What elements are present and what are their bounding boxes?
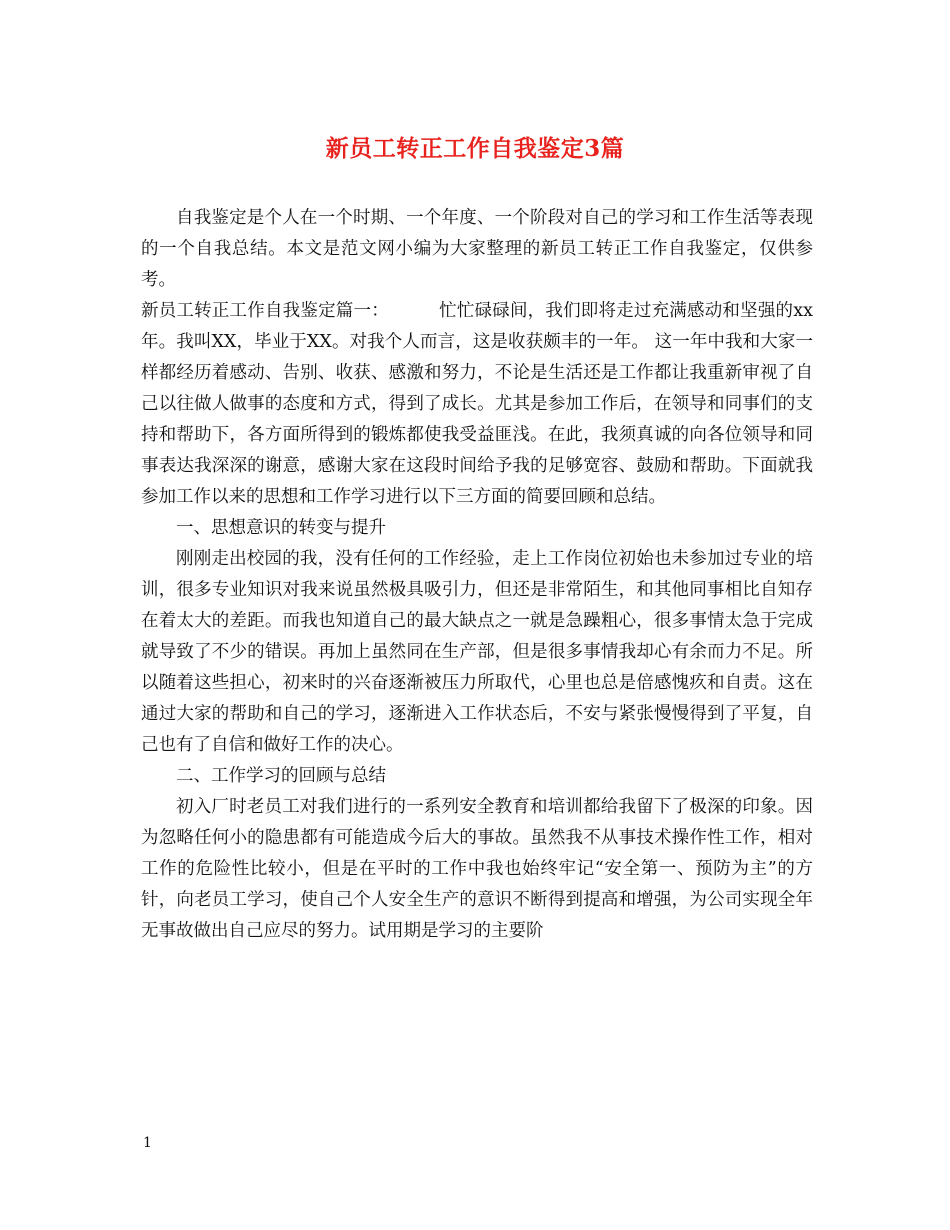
part1-body: 忙忙碌碌间，我们即将走过充满感动和坚强的xx年。我叫XX，毕业于XX。对我个人而言，这是收获颇丰的一年。 这一年中我和大家一样都经历着感动、告别、收获、感激和努力，不论是生活还是工作都让我重新审视了自己以往做人做事的态度和方式，得到了成长。尤其是参加工作后，在领导和同事们的支持和帮助下，各方面所得到的锻炼都使我受益匪浅。在此，我须真诚的向各位领导和同事表达我深深的谢意，感谢大家在这段时间给予我的足够宽容、鼓励和帮助。下面就我参加工作以来的思想和工作学习进行以下三方面的简要回顾和总结。 [141,301,813,507]
document-title: 新员工转正工作自我鉴定3篇 [325,135,625,162]
section1-heading: 一、思想意识的转变与提升 [176,518,386,538]
page-number: 1 [143,1135,152,1151]
section2-heading: 二、工作学习的回顾与总结 [176,766,386,786]
section1-paragraph: 刚刚走出校园的我，没有任何的工作经验，走上工作岗位初始也未参加过专业的培训，很多专业知识对我来说虽然极具吸引力，但还是非常陌生，和其他同事相比自知存在着太大的差距。而我也知道自己的最大缺点之一就是急躁粗心，很多事情太急于完成就导致了不少的错误。再加上虽然同在生产部，但是很多事情我却心有余而力不足。所以随着这些担心，初来时的兴奋逐渐被压力所取代，心里也总是倍感愧疚和自责。这在通过大家的帮助和自己的学习，逐渐进入工作状态后，不安与紧张慢慢得到了平复，自己也有了自信和做好工作的决心。 [141,549,813,755]
intro-paragraph: 自我鉴定是个人在一个时期、一个年度、一个阶段对自己的学习和工作生活等表现的一个自我总结。本文是范文网小编为大家整理的新员工转正工作自我鉴定，仅供参考。 [141,208,813,290]
part1-paragraph [141,296,813,513]
section2-paragraph: 初入厂时老员工对我们进行的一系列安全教育和培训都给我留下了极深的印象。因为忽略任何小的隐患都有可能造成今后大的事故。虽然我不从事技术操作性工作，相对工作的危险性比较小，但是在平时的工作中我也始终牢记“安全第一、预防为主”的方针，向老员工学习，使自己个人安全生产的意识不断得到提高和增强，为公司实现全年无事故做出自己应尽的努力。试用期是学习的主要阶 [141,797,813,941]
document-body [141,203,813,947]
part1-heading: 新员工转正工作自我鉴定篇一： [141,301,389,321]
